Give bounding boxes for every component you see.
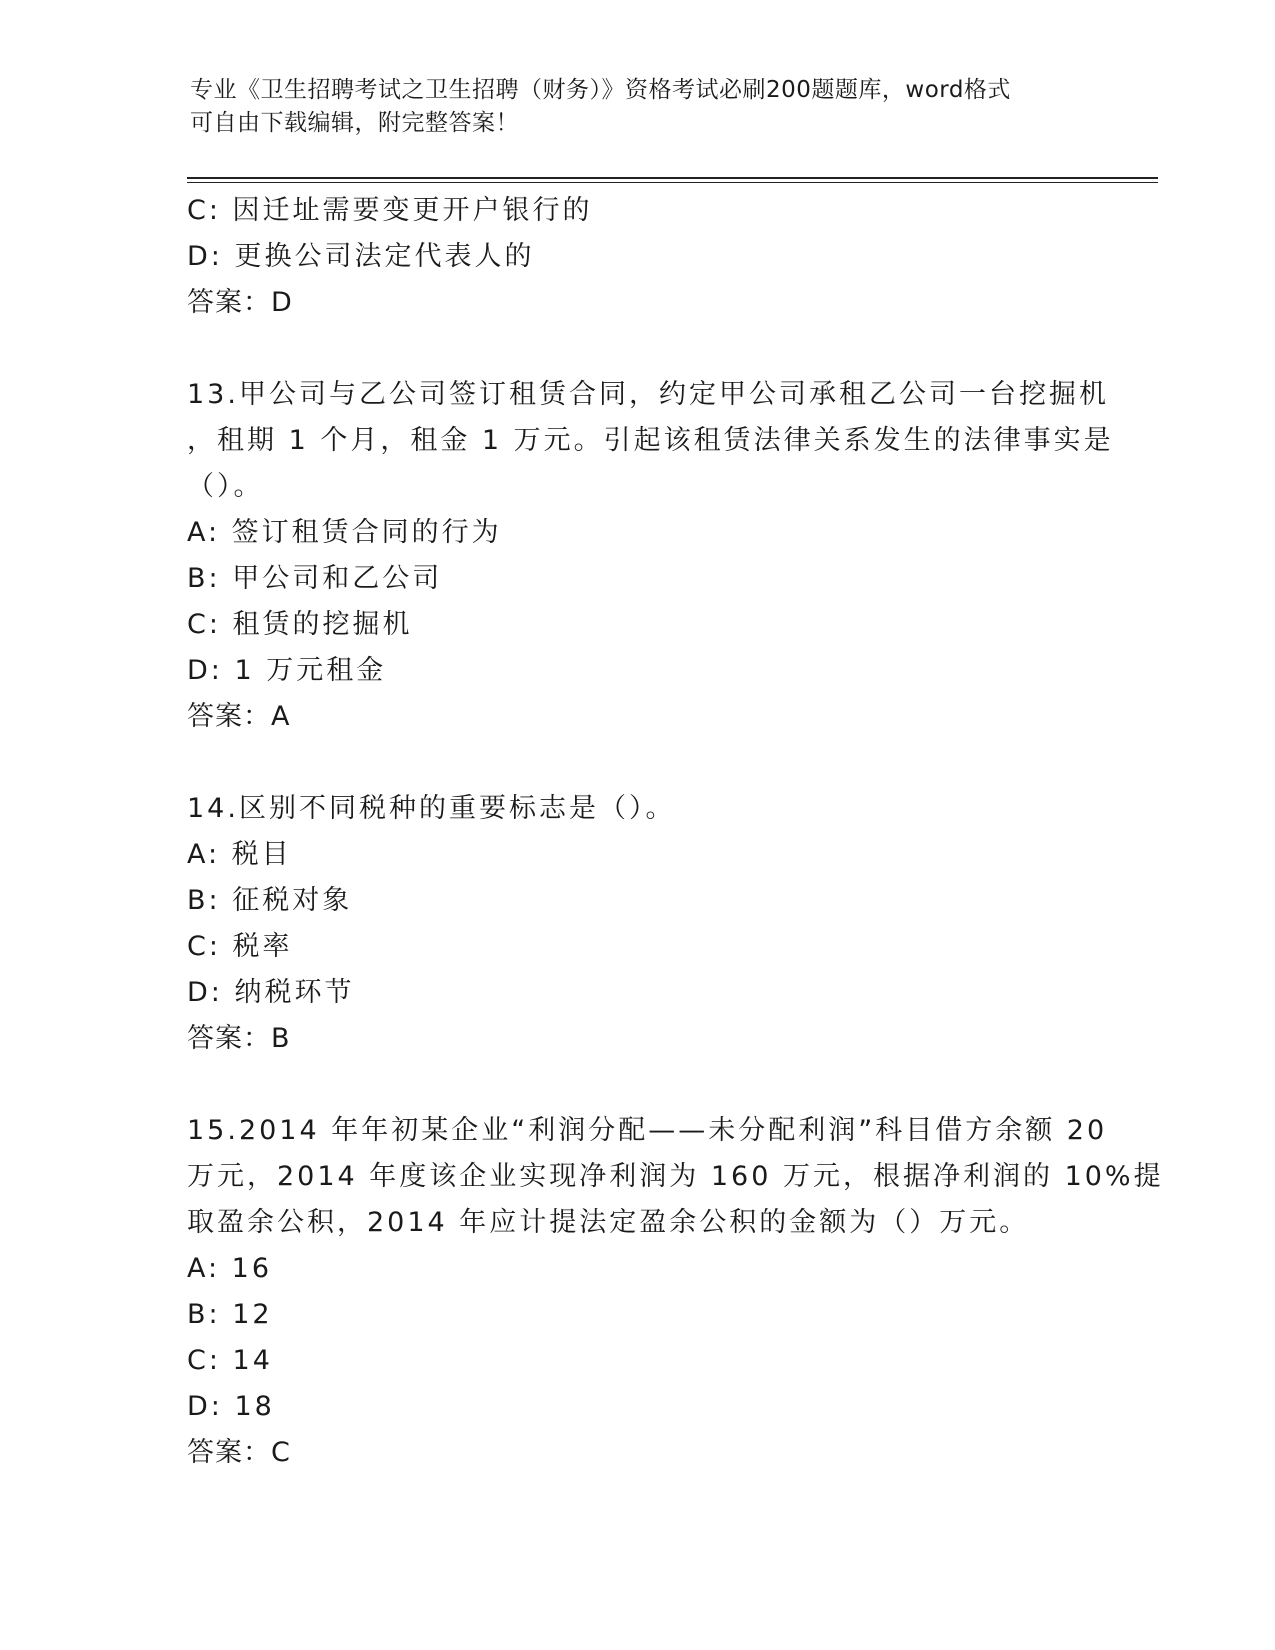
question-block-15 <box>187 1108 1164 1476</box>
option-a: A: 签订租赁合同的行为 <box>187 517 502 548</box>
option-a: A: 16 <box>187 1253 273 1284</box>
option-d: D: 更换公司法定代表人的 <box>187 241 535 272</box>
question-block-14 <box>187 786 1087 1062</box>
option-c: C: 因迁址需要变更开户银行的 <box>187 195 593 226</box>
question-list <box>187 188 1164 1476</box>
question-stem-line: （）。 <box>187 471 264 502</box>
answer-line: 答案：C <box>187 1437 291 1468</box>
option-d: D: 纳税环节 <box>187 977 355 1008</box>
answer-line: 答案：A <box>187 701 291 732</box>
header-divider-thick <box>187 177 1158 179</box>
option-a: A: 税目 <box>187 839 292 870</box>
option-b: B: 12 <box>187 1299 273 1330</box>
header-divider-thin <box>187 182 1158 183</box>
answer-line: 答案：D <box>187 287 293 318</box>
spacer <box>187 1062 1087 1108</box>
option-c: C: 租赁的挖掘机 <box>187 609 413 640</box>
question-stem-line: 15.2014 年年初某企业“利润分配——未分配利润”科目借方余额 20 <box>187 1115 1108 1146</box>
question-stem-line: 13.甲公司与乙公司签订租赁合同，约定甲公司承租乙公司一台挖掘机 <box>187 379 1109 410</box>
answer-line: 答案：B <box>187 1023 291 1054</box>
document-header <box>190 74 1090 140</box>
spacer <box>187 326 1087 372</box>
header-line-2: 可自由下载编辑，附完整答案！ <box>190 110 519 136</box>
option-b: B: 甲公司和乙公司 <box>187 563 443 594</box>
option-d: D: 18 <box>187 1391 275 1422</box>
question-stem-line: 万元，2014 年度该企业实现净利润为 160 万元，根据净利润的 10%提 <box>187 1161 1164 1192</box>
question-stem-line: ，租期 1 个月，租金 1 万元。引起该租赁法律关系发生的法律事实是 <box>187 425 1114 456</box>
header-line-1: 专业《卫生招聘考试之卫生招聘（财务）》资格考试必刷200题题库，word格式 <box>190 77 1011 103</box>
option-d: D: 1 万元租金 <box>187 655 387 686</box>
option-c: C: 税率 <box>187 931 293 962</box>
option-c: C: 14 <box>187 1345 273 1376</box>
option-b: B: 征税对象 <box>187 885 353 916</box>
question-stem-line: 14.区别不同税种的重要标志是（）。 <box>187 793 676 824</box>
question-stem-line: 取盈余公积，2014 年应计提法定盈余公积的金额为（）万元。 <box>187 1207 1030 1238</box>
spacer <box>187 740 1087 786</box>
question-block-13 <box>187 372 1114 740</box>
question-block-12-partial <box>187 188 1087 326</box>
